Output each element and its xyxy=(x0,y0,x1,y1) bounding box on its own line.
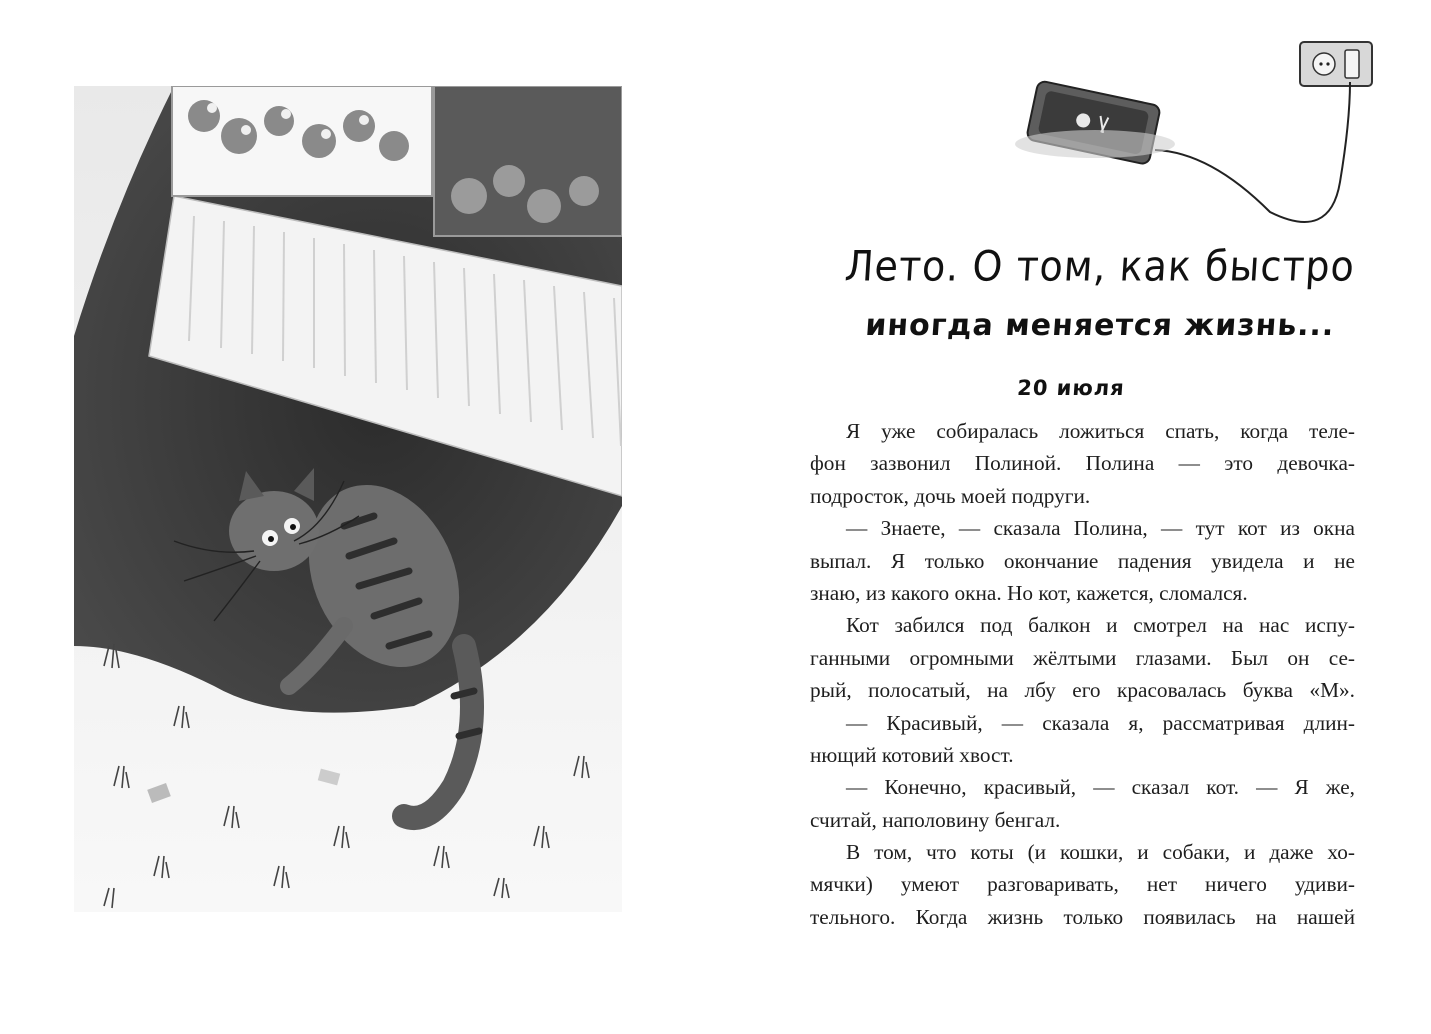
text-line: знаю, из какого окна. Но кот, кажется, сломался. xyxy=(810,580,1248,605)
text-line: Кот забился под балкон и смотрел на нас испу- xyxy=(846,613,1355,638)
text-line: нющий котовий хвост. xyxy=(810,742,1014,767)
text-line: В том, что коты (и кошки, и собаки, и даже хо- xyxy=(846,840,1355,865)
text-line: фон зазвонил Полиной. Полина — это девочка- xyxy=(810,451,1355,476)
text-line: ганными огромными жёлтыми глазами. Был он се- xyxy=(810,645,1355,670)
text-line: считай, наполовину бенгал. xyxy=(810,807,1061,832)
chapter-title-line-1: Лето. О том, как быстро xyxy=(843,241,1357,291)
text-line: тельного. Когда жизнь только появилась на нашей xyxy=(810,904,1355,929)
cat-under-balcony-illustration xyxy=(74,86,622,912)
window-right xyxy=(434,86,622,236)
text-line: подросток, дочь моей подруги. xyxy=(810,483,1091,508)
body-text xyxy=(810,415,1355,933)
text-line: Я уже собиралась ложиться спать, когда теле- xyxy=(846,419,1355,443)
text-line: — Красивый, — сказала я, рассматривая длин- xyxy=(846,710,1355,735)
power-socket-and-charger-icon xyxy=(1010,32,1400,242)
text-line: — Знаете, — сказала Полина, — тут кот из окна xyxy=(846,516,1355,541)
text-line: рый, полосатый, на лбу его красовалась буква «М». xyxy=(810,678,1355,703)
text-line: — Конечно, красивый, — сказал кот. — Я же, xyxy=(846,775,1355,800)
text-line: выпал. Я только окончание падения увидела и не xyxy=(810,548,1355,573)
diary-entry-date: 20 июля xyxy=(1016,376,1126,400)
chapter-title-line-2: иногда меняется жизнь... xyxy=(864,308,1336,343)
text-line: мячки) умеют разговаривать, нет ничего удиви- xyxy=(810,872,1355,897)
